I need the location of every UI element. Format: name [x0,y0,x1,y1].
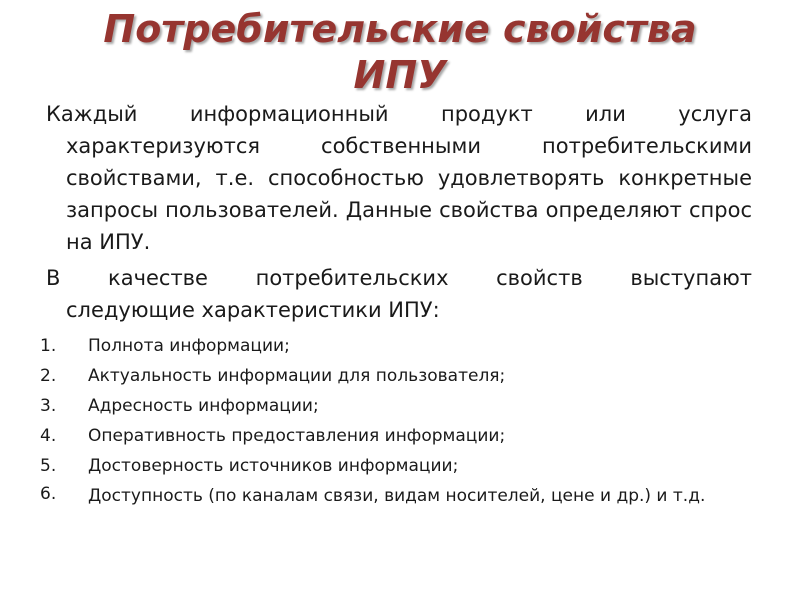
list-item-text: Оперативность предоставления информации; [88,426,506,446]
list-item-number: 4. [40,426,57,446]
paragraph-properties-lead: В качестве потребительских свойств выступают [46,266,752,290]
list-item [40,331,760,361]
properties-list [40,331,760,509]
list-item-text: Актуальность информации для пользователя; [88,366,506,386]
list-item-number: 3. [40,396,57,416]
list-item-number: 1. [40,336,57,356]
paragraph-intro-body: характеризуются собственными потребительскими свойствами, т.е. способностью удовлетворять конкретные запросы пользователей. Данные свойства определяют спрос на ИПУ. [66,134,752,254]
paragraph-properties [46,262,752,326]
list-item-text: Полнота информации; [88,336,290,356]
slide-title-line-2: ИПУ [353,53,447,97]
slide-title-line-1: Потребительские свойства [103,7,697,51]
list-item-text: Адресность информации; [88,396,319,416]
paragraph-intro [46,98,752,258]
list-item-number: 2. [40,366,57,386]
list-item [40,481,760,509]
list-item-number: 6. [40,484,57,504]
list-item-number: 5. [40,456,57,476]
list-item [40,421,760,451]
paragraph-properties-body: следующие характеристики ИПУ: [66,298,440,322]
list-item-text: Достоверность источников информации; [88,456,459,476]
slide-title [40,6,760,98]
list-item [40,451,760,481]
list-item [40,361,760,391]
paragraph-intro-lead: Каждый информационный продукт или услуга [46,102,752,126]
list-item [40,391,760,421]
list-item-text: Доступность (по каналам связи, видам носителей, цене и др.) и т.д. [88,486,706,506]
